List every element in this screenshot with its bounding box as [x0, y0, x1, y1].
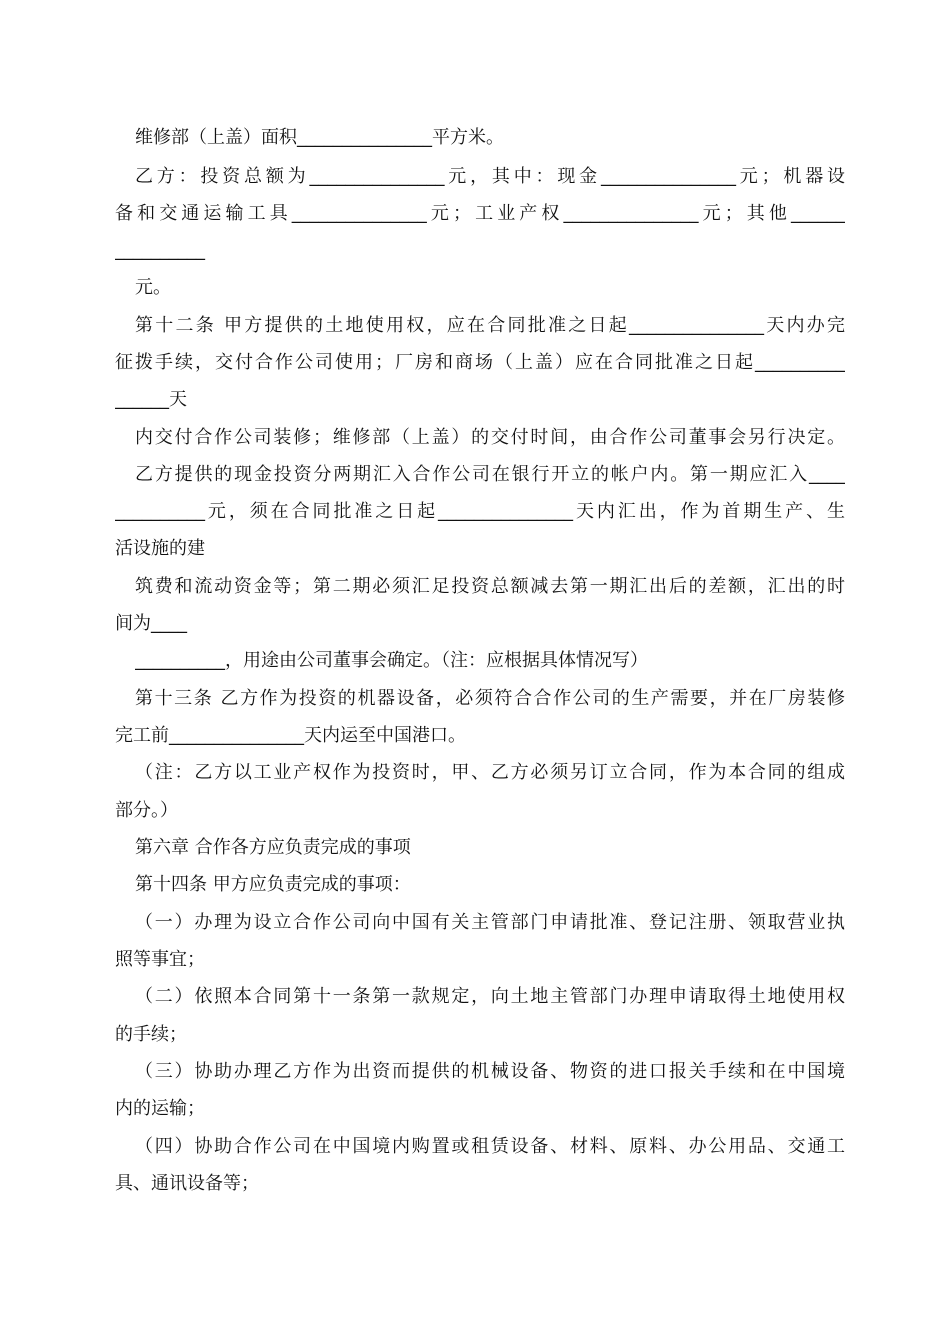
text-line: 第六章 合作各方应负责完成的事项 — [135, 837, 411, 858]
text-line: __________元，须在合同批准之日起_______________天内汇出，作为首期生产、生 — [115, 501, 845, 522]
text-line: 内的运输； — [115, 1098, 205, 1119]
text-line: （二）依照本合同第十一条第一款规定，向土地主管部门办理申请取得土地使用权 — [135, 986, 845, 1007]
text-line: 元。 — [135, 277, 171, 298]
text-line: 维修部（上盖）面积_______________平方米。 — [135, 127, 504, 148]
text-line: 部分。） — [115, 800, 178, 821]
text-line: （一）办理为设立合作公司向中国有关主管部门申请批准、登记注册、领取营业执 — [135, 912, 845, 933]
text-line: __________ — [115, 240, 205, 261]
text-line: 第十三条 乙方作为投资的机器设备，必须符合合作公司的生产需要，并在厂房装修 — [135, 688, 845, 709]
text-line: （注：乙方以工业产权作为投资时，甲、乙方必须另订立合同，作为本合同的组成 — [135, 762, 845, 783]
text-line: （四）协助合作公司在中国境内购置或租赁设备、材料、原料、办公用品、交通工 — [135, 1136, 845, 1157]
text-line: ______天 — [115, 389, 187, 410]
text-line: 内交付合作公司装修；维修部（上盖）的交付时间，由合作公司董事会另行决定。 — [135, 427, 845, 448]
text-line: 备和交通运输工具_______________元；工业产权_______________元；其他______ — [115, 203, 845, 224]
text-line: 完工前_______________天内运至中国港口。 — [115, 725, 466, 746]
text-line: 照等事宜； — [115, 949, 205, 970]
text-line: 第十四条 甲方应负责完成的事项： — [135, 874, 411, 895]
text-line: __________，用途由公司董事会确定。（注：应根据具体情况写） — [135, 650, 648, 671]
text-line: 具、通讯设备等； — [115, 1173, 259, 1194]
text-line: 间为____ — [115, 613, 187, 634]
text-line: 筑费和流动资金等；第二期必须汇足投资总额减去第一期汇出后的差额，汇出的时 — [135, 576, 845, 597]
text-line: 的手续； — [115, 1024, 187, 1045]
text-line: 活设施的建 — [115, 538, 205, 559]
text-line: 乙方：投资总额为_______________元，其中：现金_______________元；机器设 — [135, 166, 845, 187]
text-line: （三）协助办理乙方作为出资而提供的机械设备、物资的进口报关手续和在中国境 — [135, 1061, 845, 1082]
text-line: 征拨手续，交付合作公司使用；厂房和商场（上盖）应在合同批准之日起__________ — [115, 352, 845, 373]
text-line: 乙方提供的现金投资分两期汇入合作公司在银行开立的帐户内。第一期应汇入____ — [135, 464, 845, 485]
text-line: 第十二条 甲方提供的土地使用权，应在合同批准之日起_______________天内办完 — [135, 315, 845, 336]
